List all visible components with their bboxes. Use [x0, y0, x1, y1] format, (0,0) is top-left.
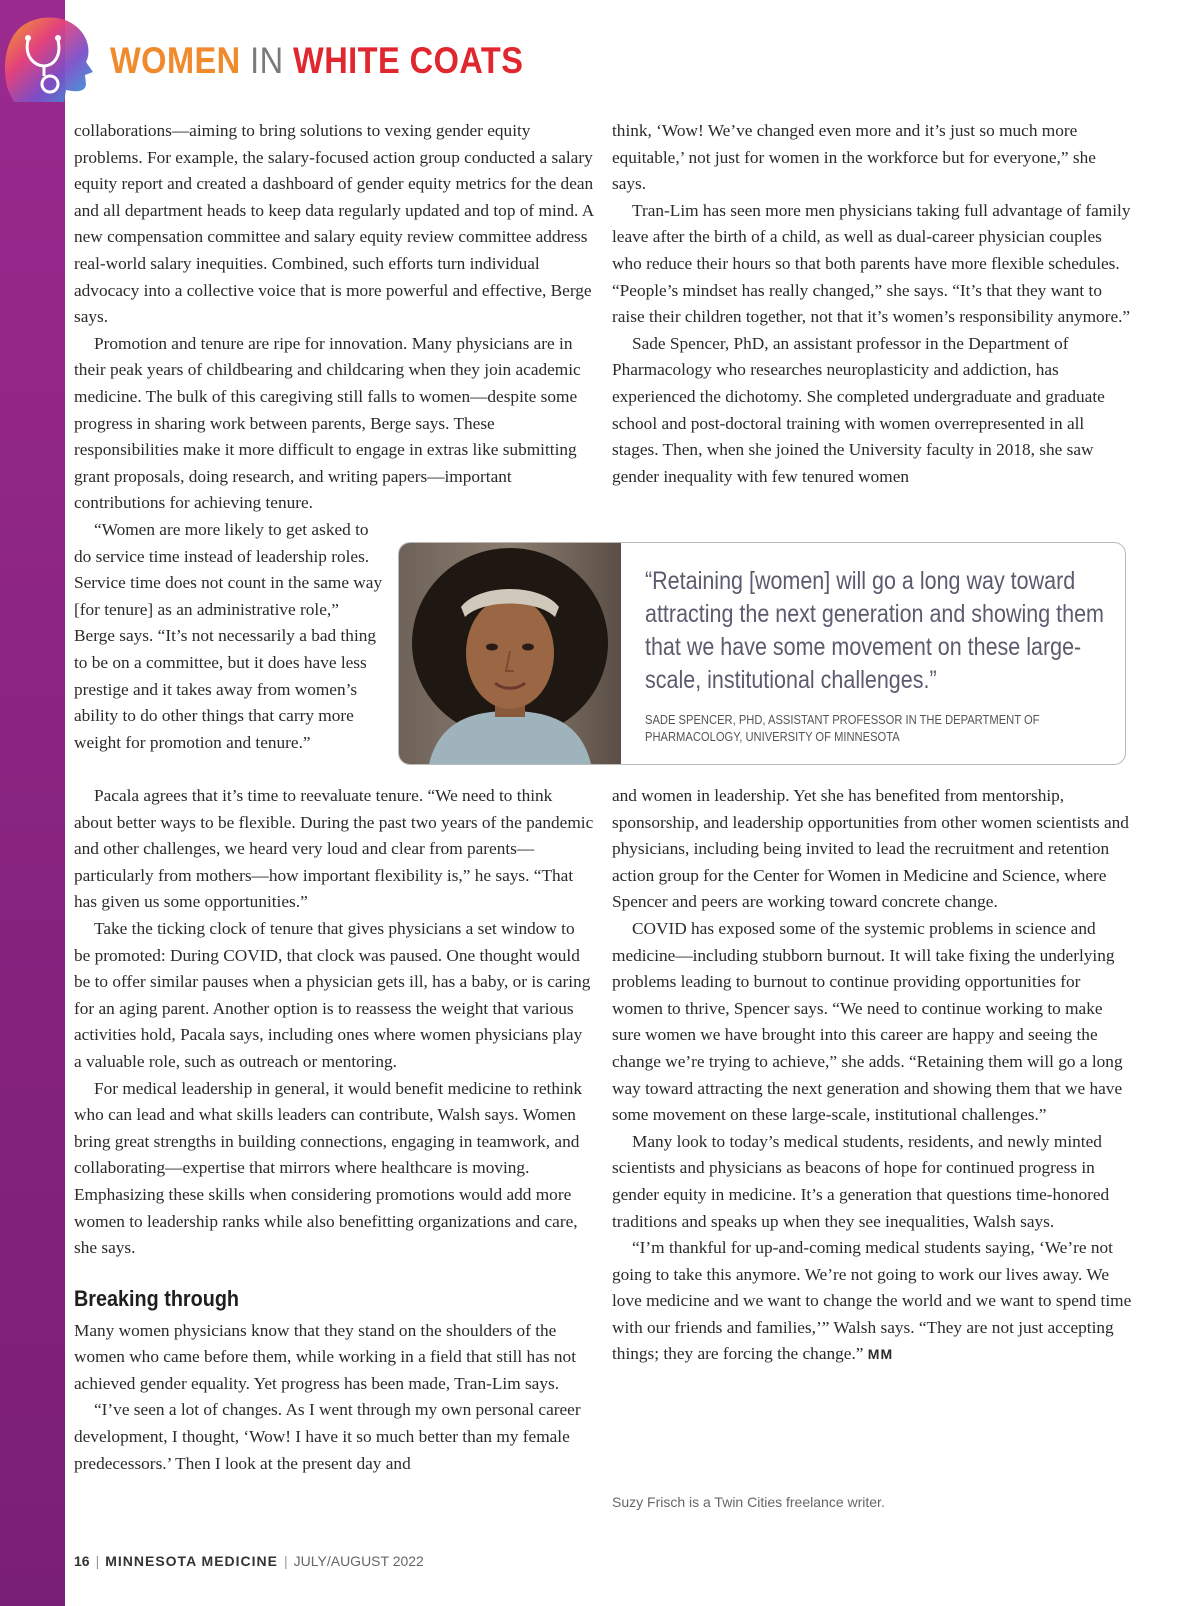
- pull-quote-attribution: SADE SPENCER, PHD, ASSISTANT PROFESSOR IN THE DEPARTMENT OF PHARMACOLOGY, UNIVERSITY OF MINNESOTA: [645, 712, 1040, 744]
- body-paragraph: Take the ticking clock of tenure that gives physicians a set window to be promoted: During COVID, that clock was paused. One thought would be to offer similar pauses when a physician gets ill, has a baby, or is caring for an aging parent. Another option is to reassess the weight that various activities hold, Pacala says, including ones where women physicians play a valuable role, such as outreach or mentoring.: [74, 918, 591, 1071]
- body-paragraph: Promotion and tenure are ripe for innovation. Many physicians are in their peak years of childbearing and childcaring when they join academic medicine. The bulk of this caregiving still falls to women—despite some progress in sharing work between parents, Berge says. These responsibilities make it more difficult to engage in extras like submitting grant proposals, doing research, and writing papers—important contributions for achieving tenure.: [74, 333, 581, 513]
- final-paragraph-text: “I’m thankful for up-and-coming medical students saying, ‘We’re not going to take this anymore. We’re not going to work our lives away. We love medicine and we want to change the world and we want to spend time with our friends and families,’” Walsh says. “They are not just accepting things; they are forcing the change.”: [612, 1238, 1132, 1364]
- body-paragraph: “Women are more likely to get asked to do service time instead of leadership roles. Service time does not count in the same way [for tenure] as an administrative role,” Berge says. “It’s not necessarily a bad thing to be on a committee, but it does have less prestige and it takes away from women’s ability to do other things that carry more weight for promotion and tenure.”: [74, 520, 383, 752]
- body-paragraph: Many look to today’s medical students, residents, and newly minted scientists and physicians as beacons of hope for continued progress in gender equity in medicine. It’s a generation that questions time-honored traditions and speaks up when they see inequalities, Walsh says.: [612, 1131, 1110, 1231]
- title-white-coats: WHITE COATS: [293, 40, 524, 81]
- column2-top: [612, 118, 1132, 490]
- body-paragraph: collaborations—aiming to bring solutions to vexing gender equity problems. For example, the salary-focused action group conducted a salary equity report and created a dashboard of gender equity metrics for the dean and all department heads to keep data regularly updated and top of mind. A new compensation committee and salary equity review committee address real-world salary inequities. Combined, such efforts turn individual advocacy into a collective voice that is more powerful and effective, Berge says.: [74, 121, 594, 327]
- body-paragraph: Pacala agrees that it’s time to reevaluate tenure. “We need to think about better ways to be flexible. During the past two years of the pandemic and other challenges, we heard very loud and clear from parents—particularly from mothers—how important flexibility is,” he says. “That has given us some opportunities.”: [74, 786, 594, 912]
- magenta-side-bar: [0, 0, 65, 1606]
- body-paragraph: Tran-Lim has seen more men physicians taking full advantage of family leave after the birth of a child, as well as dual-career physician couples who reduce their hours so that both parents have more flexible schedules. “People’s mindset has really changed,” she says. “It’s that they want to raise their children together, not that it’s women’s responsibility anymore.”: [612, 200, 1131, 327]
- page-footer: [74, 1553, 424, 1569]
- column2-bottom: [612, 783, 1132, 1368]
- issue-date: JULY/AUGUST 2022: [293, 1553, 424, 1569]
- author-byline: Suzy Frisch is a Twin Cities freelance writer.: [612, 1494, 885, 1510]
- stethoscope-head-icon: [0, 10, 100, 105]
- footer-separator: |: [284, 1553, 288, 1569]
- body-paragraph: Many women physicians know that they stand on the shoulders of the women who came before them, while working in a field that still has not achieved gender equality. Yet progress has been made, Tran-Lim says.: [74, 1320, 576, 1393]
- footer-separator: |: [95, 1553, 100, 1569]
- pull-quote-text: “Retaining [women] will go a long way toward attracting the next generation and showing them that we have some movement on these large-scale, institutional challenges.”: [645, 567, 1104, 694]
- body-paragraph: and women in leadership. Yet she has benefited from mentorship, sponsorship, and leadership opportunities from other women scientists and physicians, including being invited to lead the recruitment and retention action group for the Center for Women in Medicine and Science, where Spencer and peers are working toward concrete change.: [612, 786, 1129, 912]
- body-paragraph: COVID has exposed some of the systemic problems in science and medicine—including stubborn burnout. It will take fixing the underlying problems leading to burnout to continue providing opportunities for women to thrive, Spencer says. “We need to continue working to make sure women we have brought into this career are happy and seeing the change we’re trying to achieve,” she adds. “Retaining them will go a long way toward attracting the next generation and showing them that we have some movement on these large-scale, institutional challenges.”: [612, 918, 1123, 1125]
- column1-beside-quote: [74, 517, 384, 756]
- title-women: WOMEN: [110, 40, 241, 81]
- title-in: IN: [250, 40, 284, 81]
- subhead-breaking-through: Breaking through: [74, 1285, 240, 1311]
- end-mark: MM: [867, 1346, 894, 1363]
- body-paragraph: For medical leadership in general, it would benefit medicine to rethink who can lead and what skills leaders can contribute, Walsh says. Women bring great strengths in building connections, engaging in teamwork, and collaborating—expertise that mirrors where healthcare is moving. Emphasizing these skills when considering promotions would add more women to leadership ranks while also benefitting organizations and care, she says.: [74, 1078, 583, 1258]
- body-paragraph: “I’ve seen a lot of changes. As I went through my own personal career development, I thought, ‘Wow! I have it so much better than my female predecessors.’ Then I look at the present day and: [74, 1400, 581, 1473]
- magazine-name: MINNESOTA MEDICINE: [105, 1553, 278, 1569]
- column1-bottom: [74, 783, 594, 1477]
- column1-top: [74, 118, 594, 517]
- body-paragraph: Sade Spencer, PhD, an assistant professor in the Department of Pharmacology who researches neuroplasticity and addiction, has experienced the dichotomy. She completed undergraduate and graduate school and post-doctoral training with women overrepresented in all stages. Then, when she joined the University faculty in 2018, she saw gender inequality with few tenured women: [612, 333, 1105, 486]
- section-title: [110, 40, 523, 82]
- body-paragraph: think, ‘Wow! We’ve changed even more and it’s just so much more equitable,’ not just for women in the workforce but for everyone,” she says.: [612, 121, 1096, 194]
- portrait-photo: [399, 543, 621, 764]
- page-number: 16: [74, 1553, 90, 1569]
- body-paragraph-final: [612, 1235, 1132, 1368]
- pull-quote-box: [398, 542, 1126, 765]
